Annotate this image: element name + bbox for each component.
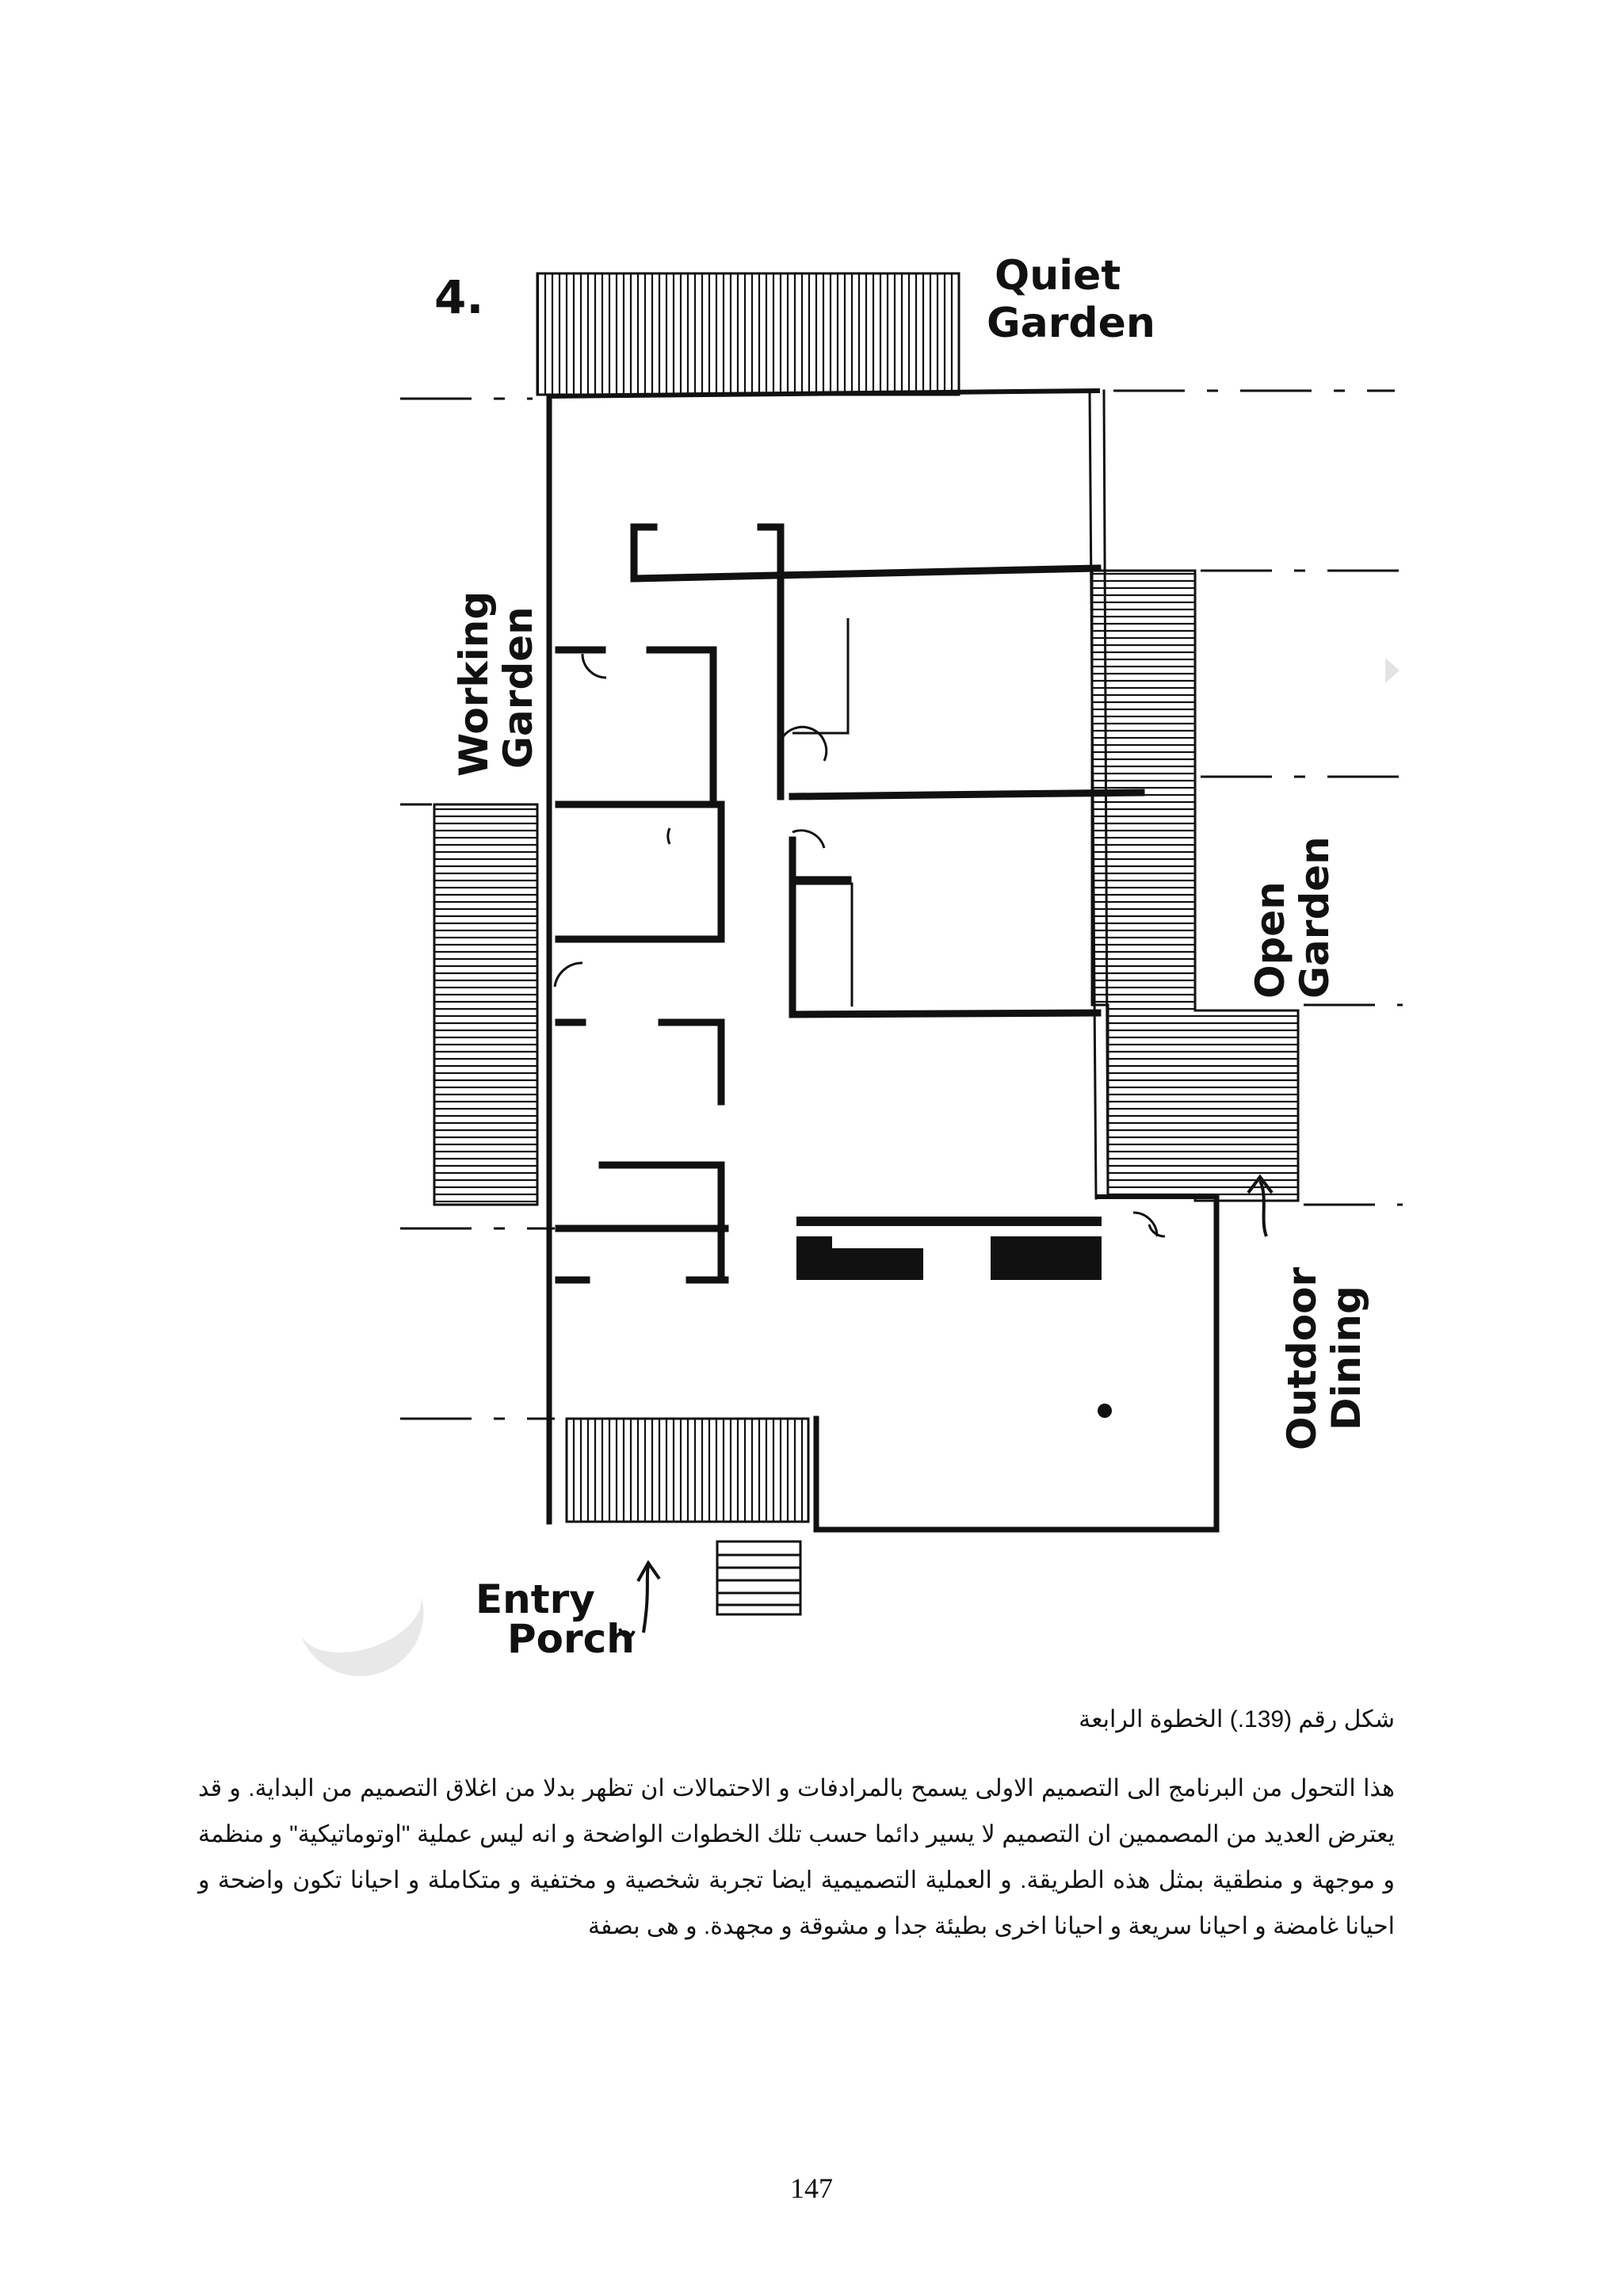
outdoor-dining-label-line2: Dining [1323, 1286, 1369, 1431]
body-paragraph: هذا التحول من البرنامج الى التصميم الاولى يسمح بالمرادفات و الاحتمالات ان تظهر بدلا من اغلاق التصميم من البداية. و قد يعترض العديد من المصممين ان التصميم لا يسير دائما حسب تلك الخطوات الواضحة و انه ليس عملية "اوتوماتيكية" و منظمة و موجهة و منطقية بمثل هذه الطريقة. و العملية التصميمية ايضا تجربة شخصية و مختفية و متكاملة و احيانا تكون واضحة و احيانا غامضة و احيانا سريعة و احيانا اخرى بطيئة جدا و مشوقة و مجهدة. و هى بصفة [198, 1775, 1395, 1939]
quiet-garden-hatch [537, 273, 959, 395]
entry-stairs [717, 1541, 800, 1614]
figure-caption: شكل رقم (139.) الخطوة الرابعة [1079, 1706, 1395, 1733]
quiet-garden-label-line2: Garden [987, 300, 1155, 347]
working-garden-label-line1: Working [451, 590, 497, 777]
entry-porch-label-line1: Entry [475, 1576, 595, 1622]
interior-walls [559, 527, 1141, 1280]
working-garden-label-line2: Garden [495, 606, 541, 769]
step-number: 4. [434, 270, 484, 324]
kitchen-counters [796, 1217, 1102, 1280]
door-swings [555, 654, 1165, 1236]
entry-porch-label-line2: Porch [507, 1616, 635, 1662]
working-garden-hatch [434, 804, 537, 1205]
outdoor-dining-label-line1: Outdoor [1279, 1266, 1325, 1450]
closet-lines [792, 618, 852, 1007]
quiet-garden-label-line1: Quiet [995, 252, 1121, 300]
open-garden-label-line1: Open [1247, 881, 1293, 999]
entry-porch-hatch [567, 1419, 808, 1522]
page-nav-arrow-icon[interactable] [1385, 658, 1400, 683]
page-number: 147 [790, 2172, 833, 2204]
dining-post [1098, 1404, 1112, 1418]
open-garden-label-line2: Garden [1292, 836, 1338, 999]
